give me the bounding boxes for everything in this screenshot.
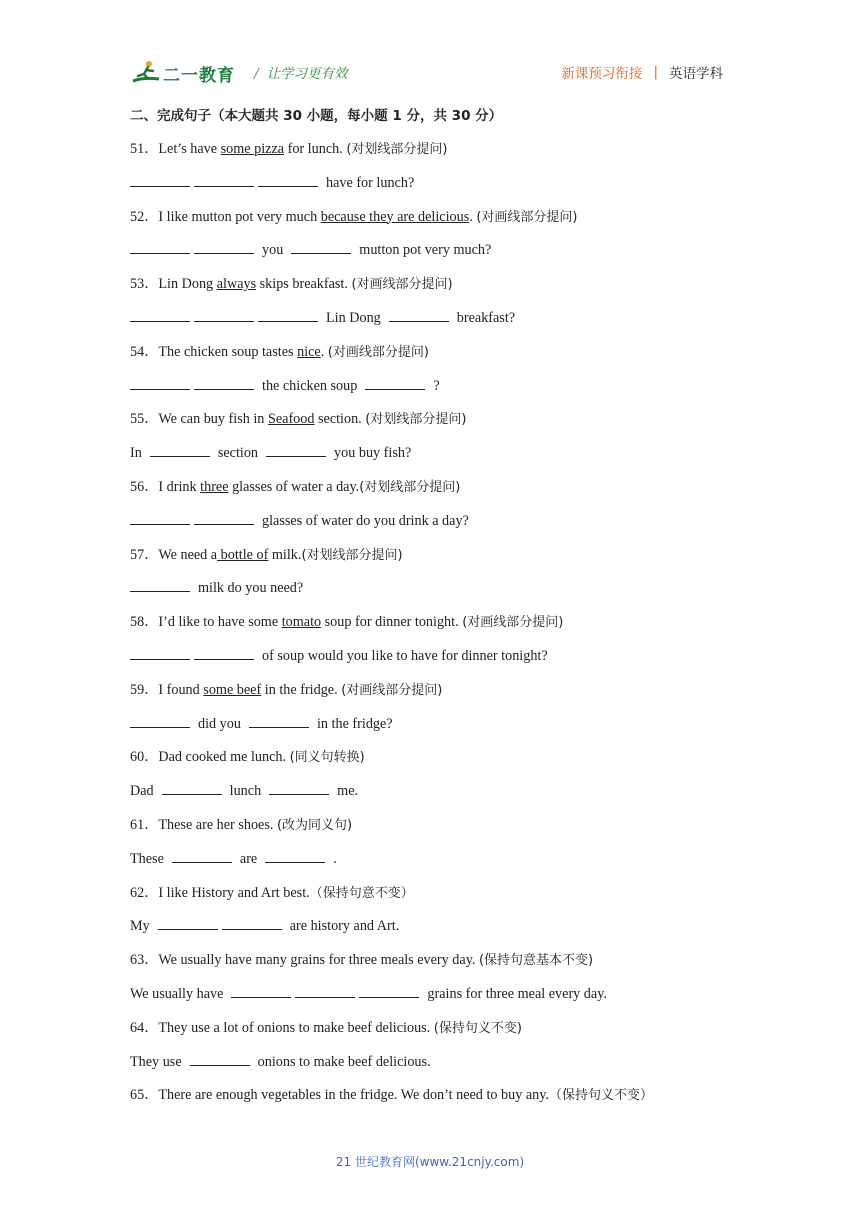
question-prompt [130,409,730,430]
answer-line [130,511,730,532]
prompt-text: 59．I found [130,681,204,698]
answer-line [130,714,730,735]
prompt-text: in the fridge. [261,681,342,698]
underlined-phrase: because they are delicious [320,208,470,225]
answer-text: lunch [229,783,262,800]
prompt-text: 54．The chicken soup tastes [130,343,298,360]
answer-line [130,376,730,397]
instruction-note: (保持句意基本不变) [478,953,594,969]
answer-line [130,578,730,599]
answer-blank[interactable] [130,511,190,525]
instruction-note: (对画线部分提问) [341,682,443,698]
instruction-note: (对画线部分提问) [351,277,453,293]
question-prompt [130,342,730,363]
instruction-note: (同义句转换) [289,750,365,766]
instruction-note: (对划线部分提问) [346,142,448,157]
answer-text: the chicken soup [262,377,358,394]
answer-blank[interactable] [150,443,210,457]
prompt-text: 51．Let’s have [130,141,221,157]
prompt-text: 62．I like History and Art best. [130,884,310,901]
instruction-note: (对画线部分提问) [476,209,578,225]
answer-text: In [130,445,142,462]
answer-blank[interactable] [266,443,326,457]
question-list [130,139,730,1106]
prompt-text: skips breakfast. [256,276,352,293]
answer-line [130,646,730,667]
question-prompt [130,950,730,971]
answer-text: of soup would you like to have for dinner tonight? [262,647,548,664]
underlined-phrase: nice [297,343,321,360]
answer-text: me. [337,783,359,800]
instruction-note: (保持句义不变) [433,1020,522,1036]
answer-blank[interactable] [194,308,254,322]
page-footer: 21 世纪教育网(www.21cnjy.com) [335,1155,525,1169]
slogan-text: 让学习更有效 [266,66,348,82]
header-separator: | [653,64,658,80]
answer-text: milk do you need? [198,580,304,597]
prompt-text: 56．I drink [130,478,201,495]
slogan-slash: / [254,66,259,82]
answer-blank[interactable] [194,511,254,525]
answer-text: in the fridge? [316,715,393,732]
question-prompt [130,139,730,160]
instruction-note: (对划线部分提问) [301,547,403,563]
answer-blank[interactable] [365,376,425,390]
prompt-text: 53．Lin Dong [130,276,217,293]
answer-text: These [130,850,164,867]
underlined-phrase: Seafood [267,411,315,428]
prompt-text: . [320,343,328,360]
answer-blank[interactable] [359,984,419,998]
answer-text: are history and Art. [289,918,400,935]
runner-logo-icon [131,59,161,87]
header-tags [561,62,723,82]
answer-line [130,308,730,329]
instruction-note: (对画线部分提问) [327,344,429,360]
question-prompt [130,207,730,228]
answer-text: are [239,850,258,867]
slogan [254,62,348,82]
logo [131,58,241,88]
answer-blank[interactable] [291,240,351,254]
answer-blank[interactable] [158,916,218,930]
answer-blank[interactable] [249,714,309,728]
answer-blank[interactable] [130,646,190,660]
prompt-text: 60．Dad cooked me lunch. [130,749,290,766]
answer-line [130,240,730,261]
answer-text: My [130,918,150,935]
answer-text: you buy fish? [334,445,412,462]
answer-line [130,443,730,464]
prompt-text: section. [314,411,366,428]
prompt-text: glasses of water a day. [228,478,360,495]
answer-text: grains for three meal every day. [427,985,607,1002]
answer-line [130,1052,730,1073]
instruction-note: (对画线部分提问) [462,615,564,631]
answer-blank[interactable] [130,240,190,254]
answer-blank[interactable] [389,308,449,322]
logo-text: 二一教育 [163,65,235,85]
answer-text: onions to make beef delicious. [257,1053,431,1070]
answer-blank[interactable] [258,173,318,187]
answer-blank[interactable] [194,646,254,660]
underlined-phrase: some beef [203,681,262,698]
question-prompt [130,680,730,701]
instruction-note: (对划线部分提问) [365,412,467,428]
question-prompt [130,1085,730,1106]
answer-blank[interactable] [162,781,222,795]
prompt-text: 58．I’d like to have some [130,614,282,631]
answer-blank[interactable] [130,376,190,390]
answer-text: Lin Dong [326,309,381,326]
answer-text: you [262,242,284,259]
instruction-note: （保持句义不变） [548,1088,653,1104]
underlined-phrase: some pizza [220,141,285,157]
question-prompt [130,883,730,904]
prompt-text: for lunch. [284,141,347,157]
answer-text: . [333,850,337,867]
prompt-text: . [469,208,477,225]
prompt-text: 64．They use a lot of onions to make beef delicious. [130,1019,434,1036]
prompt-text: 61．These are her shoes. [130,816,277,833]
answer-line [130,781,730,802]
underlined-phrase: three [200,478,229,495]
prompt-text: soup for dinner tonight. [321,614,463,631]
prompt-text: 52．I like mutton pot very much [130,208,321,225]
question-prompt [130,612,730,633]
answer-text: ? [433,377,440,394]
answer-blank[interactable] [194,376,254,390]
answer-line [130,984,730,1005]
answer-line [130,849,730,870]
question-prompt [130,274,730,295]
answer-blank[interactable] [130,308,190,322]
answer-text: did you [198,715,241,732]
underlined-phrase: tomato [281,614,322,631]
answer-text: breakfast? [456,309,516,326]
answer-text: They use [130,1053,182,1070]
prompt-text: 55．We can buy fish in [130,411,268,428]
answer-blank[interactable] [269,781,329,795]
answer-blank[interactable] [130,578,190,592]
underlined-phrase: bottle of [217,546,269,563]
answer-blank[interactable] [194,240,254,254]
question-prompt [130,815,730,836]
answer-blank[interactable] [130,173,190,187]
document-body [130,105,730,1119]
answer-text: section [217,445,259,462]
question-prompt [130,545,730,566]
answer-line [130,173,730,194]
course-tag: 新课预习衔接 [561,66,643,82]
page-header [0,0,860,100]
question-prompt [130,477,730,498]
answer-blank[interactable] [222,916,282,930]
question-prompt [130,747,730,768]
instruction-note: (对划线部分提问) [359,479,461,495]
section-title: 二、完成句子（本大题共 30 小题，每小题 1 分，共 30 分） [130,108,503,124]
prompt-text: 57．We need a [130,546,218,563]
answer-line [130,916,730,937]
instruction-note: （保持句意不变） [309,885,414,901]
answer-blank[interactable] [258,308,318,322]
answer-blank[interactable] [265,849,325,863]
answer-text: We usually have [130,985,224,1002]
answer-blank[interactable] [194,173,254,187]
prompt-text: milk. [268,546,302,563]
question-prompt [130,1018,730,1039]
instruction-note: (改为同义句) [276,817,353,833]
answer-blank[interactable] [231,984,291,998]
answer-blank[interactable] [172,849,232,863]
underlined-phrase: always [216,276,257,293]
answer-blank[interactable] [295,984,355,998]
prompt-text: 65．There are enough vegetables in the fridge. We don’t need to buy any. [130,1087,549,1104]
answer-text: have for lunch? [326,174,415,191]
answer-blank[interactable] [130,714,190,728]
answer-text: mutton pot very much? [359,242,492,259]
answer-text: Dad [130,783,154,800]
answer-blank[interactable] [190,1052,250,1066]
answer-text: glasses of water do you drink a day? [262,512,469,529]
prompt-text: 63．We usually have many grains for three meals every day. [130,952,479,969]
subject-tag: 英语学科 [669,66,723,82]
